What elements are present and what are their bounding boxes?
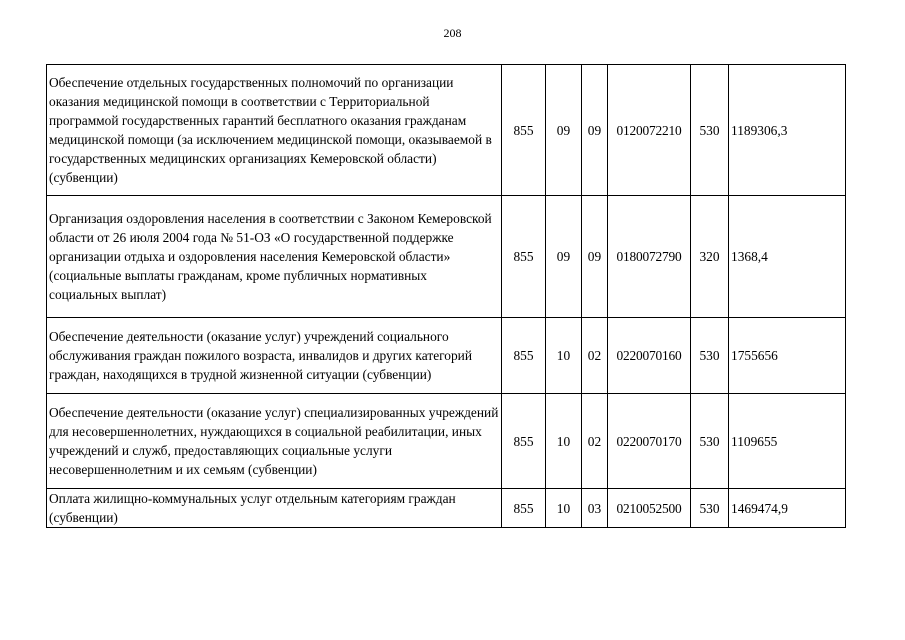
expense-type-code: 530 (691, 489, 729, 528)
expense-type-code: 530 (691, 65, 729, 196)
page-number: 208 (443, 26, 462, 40)
subsection-code: 02 (582, 318, 608, 394)
section-code: 09 (546, 65, 582, 196)
target-article-code: 0120072210 (608, 65, 691, 196)
target-article-code: 0180072790 (608, 196, 691, 318)
expense-type-code: 530 (691, 394, 729, 489)
grbs-code: 855 (502, 394, 546, 489)
amount-value: 1109655 (729, 394, 846, 489)
row-description: Обеспечение отдельных государственных полномочий по организации оказания медицинской помощи в соответствии с Территориальной программой государственных гарантий бесплатного оказания гражданам медицинской помощи (за исключением медицинской помощи, оказываемой в государственных медицинских организациях Кемеровской области) (субвенции) (47, 65, 502, 196)
amount-value: 1469474,9 (729, 489, 846, 528)
section-code: 10 (546, 489, 582, 528)
table-row (47, 318, 846, 394)
row-description: Оплата жилищно-коммунальных услуг отдельным категориям граждан (субвенции) (47, 489, 502, 528)
grbs-code: 855 (502, 196, 546, 318)
expense-type-code: 530 (691, 318, 729, 394)
subsection-code: 02 (582, 394, 608, 489)
target-article-code: 0220070160 (608, 318, 691, 394)
row-description: Организация оздоровления населения в соответствии с Законом Кемеровской области от 26 июля 2004 года № 51-ОЗ «О государственной поддержке организации отдыха и оздоровления населения Кемеровской области» (социальные выплаты гражданам, кроме публичных нормативных социальных выплат) (47, 196, 502, 318)
grbs-code: 855 (502, 318, 546, 394)
table-row (47, 489, 846, 528)
budget-table (46, 64, 846, 528)
table-row (47, 196, 846, 318)
amount-value: 1189306,3 (729, 65, 846, 196)
subsection-code: 09 (582, 196, 608, 318)
section-code: 10 (546, 394, 582, 489)
section-code: 09 (546, 196, 582, 318)
table-row (47, 65, 846, 196)
row-description: Обеспечение деятельности (оказание услуг) учреждений социального обслуживания граждан пожилого возраста, инвалидов и других категорий граждан, находящихся в трудной жизненной ситуации (субвенции) (47, 318, 502, 394)
table-row (47, 394, 846, 489)
target-article-code: 0220070170 (608, 394, 691, 489)
target-article-code: 0210052500 (608, 489, 691, 528)
subsection-code: 09 (582, 65, 608, 196)
grbs-code: 855 (502, 489, 546, 528)
amount-value: 1755656 (729, 318, 846, 394)
section-code: 10 (546, 318, 582, 394)
grbs-code: 855 (502, 65, 546, 196)
amount-value: 1368,4 (729, 196, 846, 318)
subsection-code: 03 (582, 489, 608, 528)
expense-type-code: 320 (691, 196, 729, 318)
row-description: Обеспечение деятельности (оказание услуг) специализированных учреждений для несовершеннолетних, нуждающихся в социальной реабилитации, иных учреждений и служб, предоставляющих социальные услуги несовершеннолетним и их семьям (субвенции) (47, 394, 502, 489)
